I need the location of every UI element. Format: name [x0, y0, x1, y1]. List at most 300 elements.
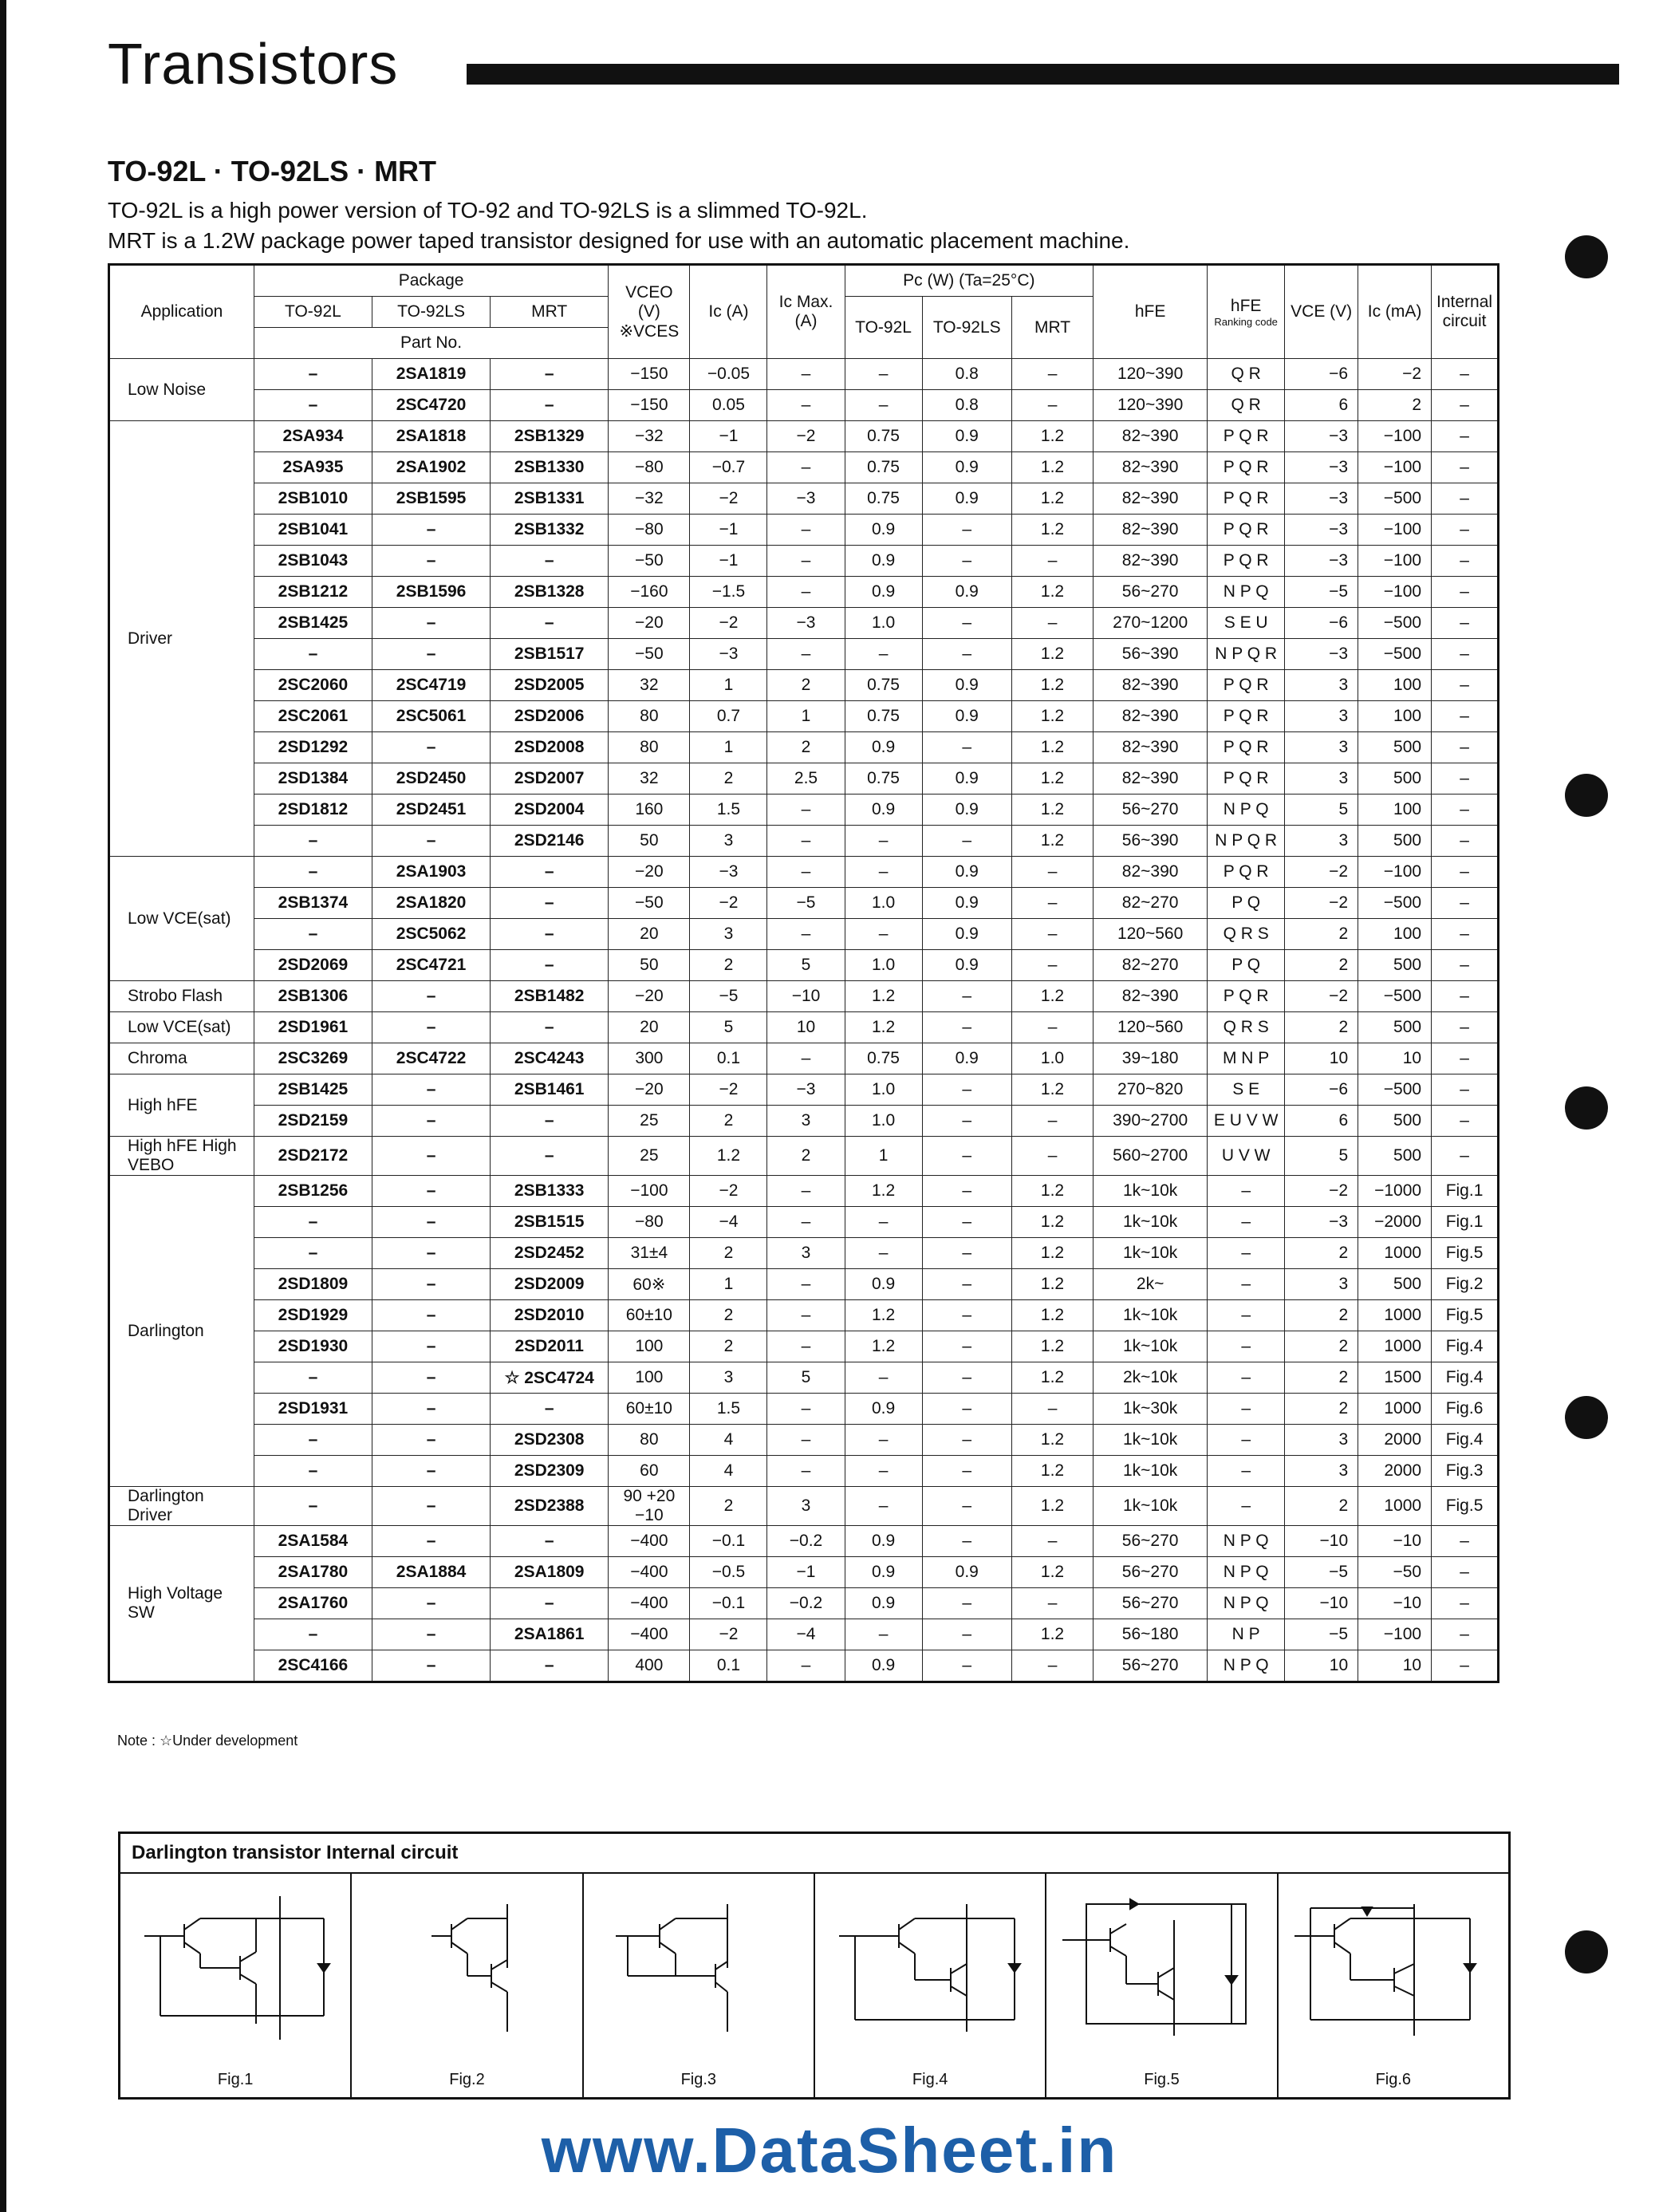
cell-to92l: 2SA1584 [254, 1526, 372, 1557]
table-row [109, 546, 1499, 577]
cell-hfe: 82~390 [1094, 763, 1208, 795]
cell-mrt: 2SD2146 [491, 826, 609, 857]
cell-ic: −1 [690, 421, 767, 452]
cell-hfe: 39~180 [1094, 1043, 1208, 1074]
cell-pc-to92l: 0.9 [845, 515, 922, 546]
cell-hfe-rank: P Q R [1208, 670, 1285, 701]
cell-to92l: – [254, 826, 372, 857]
cell-to92l: 2SC3269 [254, 1043, 372, 1074]
table-row [109, 981, 1499, 1012]
cell-pc-mrt: 1.2 [1011, 577, 1093, 608]
cell-ic-max: −0.2 [767, 1526, 845, 1557]
cell-ic-ma: 1000 [1358, 1331, 1432, 1362]
cell-vce: 6 [1285, 1106, 1358, 1137]
cell-to92ls: – [372, 1619, 491, 1650]
cell-pc-to92ls: – [922, 1176, 1011, 1207]
cell-vceo: 80 [609, 732, 690, 763]
cell-ic-max: – [767, 1456, 845, 1487]
cell-vceo: 80 [609, 1425, 690, 1456]
cell-hfe-rank: E U V W [1208, 1106, 1285, 1137]
cell-vceo: 90 +20 −10 [609, 1487, 690, 1526]
cell-to92ls: – [372, 1269, 491, 1300]
table-row [109, 1176, 1499, 1207]
cell-to92ls: – [372, 639, 491, 670]
cell-to92ls: – [372, 546, 491, 577]
figure-4-label: Fig.4 [912, 2071, 948, 2088]
cell-to92ls: 2SC4720 [372, 390, 491, 421]
col-pc-to92ls: TO-92LS [922, 297, 1011, 359]
table-row [109, 577, 1499, 608]
cell-to92l: 2SB1256 [254, 1176, 372, 1207]
cell-mrt: 2SD2011 [491, 1331, 609, 1362]
cell-hfe: 1k~10k [1094, 1487, 1208, 1526]
cell-vceo: 32 [609, 763, 690, 795]
hfe-rank-label: hFE [1230, 296, 1262, 315]
table-row [109, 359, 1499, 390]
cell-vceo: −400 [609, 1526, 690, 1557]
cell-ic-ma: −100 [1358, 1619, 1432, 1650]
cell-to92ls: – [372, 981, 491, 1012]
col-ic: Ic (A) [690, 265, 767, 359]
cell-pc-to92l: 0.9 [845, 546, 922, 577]
cell-pc-to92l: 0.75 [845, 763, 922, 795]
cell-pc-mrt: – [1011, 359, 1093, 390]
cell-pc-mrt: 1.2 [1011, 483, 1093, 515]
binder-hole [1565, 1086, 1608, 1130]
cell-ic-ma: 500 [1358, 1269, 1432, 1300]
cell-pc-to92ls: – [922, 1300, 1011, 1331]
cell-pc-mrt: – [1011, 888, 1093, 919]
cell-ic-max: 5 [767, 950, 845, 981]
cell-pc-to92ls: 0.9 [922, 919, 1011, 950]
cell-ic-ma: 2 [1358, 390, 1432, 421]
cell-vce: 2 [1285, 919, 1358, 950]
cell-ic-max: – [767, 452, 845, 483]
cell-to92ls: – [372, 826, 491, 857]
cell-internal-circuit: – [1432, 546, 1499, 577]
ranking-code-label: Ranking code [1214, 315, 1278, 328]
cell-vceo: 50 [609, 950, 690, 981]
cell-ic-ma: −2 [1358, 359, 1432, 390]
cell-ic: −0.05 [690, 359, 767, 390]
cell-ic: 2 [690, 1331, 767, 1362]
cell-ic-ma: 2000 [1358, 1456, 1432, 1487]
cell-vceo: 60±10 [609, 1300, 690, 1331]
table-row [109, 515, 1499, 546]
cell-to92ls: – [372, 1331, 491, 1362]
cell-ic-max: – [767, 546, 845, 577]
cell-ic-ma: −10 [1358, 1588, 1432, 1619]
table-row [109, 1300, 1499, 1331]
cell-to92ls: 2SC5062 [372, 919, 491, 950]
cell-ic-max: −5 [767, 888, 845, 919]
cell-ic-ma: −1000 [1358, 1176, 1432, 1207]
cell-pc-mrt: – [1011, 1137, 1093, 1176]
cell-pc-mrt: 1.2 [1011, 1269, 1093, 1300]
cell-vce: −3 [1285, 452, 1358, 483]
cell-hfe-rank: P Q [1208, 888, 1285, 919]
cell-ic: −1 [690, 546, 767, 577]
cell-hfe-rank: P Q [1208, 950, 1285, 981]
cell-internal-circuit: – [1432, 826, 1499, 857]
cell-internal-circuit: – [1432, 1106, 1499, 1137]
cell-internal-circuit: – [1432, 452, 1499, 483]
cell-vceo: 25 [609, 1106, 690, 1137]
cell-hfe-rank: – [1208, 1207, 1285, 1238]
table-row [109, 701, 1499, 732]
col-to92ls: TO-92LS [372, 297, 491, 328]
cell-ic-ma: 2000 [1358, 1425, 1432, 1456]
cell-vce: 10 [1285, 1043, 1358, 1074]
cell-internal-circuit: Fig.5 [1432, 1487, 1499, 1526]
cell-pc-to92ls: – [922, 1106, 1011, 1137]
cell-to92l: 2SD2069 [254, 950, 372, 981]
cell-vce: −10 [1285, 1526, 1358, 1557]
cell-to92ls: – [372, 1106, 491, 1137]
cell-vceo: −80 [609, 452, 690, 483]
cell-to92l: 2SB1425 [254, 608, 372, 639]
cell-pc-mrt: 1.2 [1011, 981, 1093, 1012]
cell-ic: 0.7 [690, 701, 767, 732]
application-cell: Strobo Flash [109, 981, 254, 1012]
table-row [109, 452, 1499, 483]
cell-pc-mrt: – [1011, 1650, 1093, 1682]
cell-internal-circuit: – [1432, 1526, 1499, 1557]
cell-ic-max: 3 [767, 1487, 845, 1526]
cell-hfe-rank: N P Q [1208, 795, 1285, 826]
figure-row [120, 1874, 1508, 2097]
cell-hfe: 82~390 [1094, 483, 1208, 515]
cell-internal-circuit: – [1432, 359, 1499, 390]
cell-ic-ma: −100 [1358, 546, 1432, 577]
cell-pc-mrt: – [1011, 1588, 1093, 1619]
cell-to92l: – [254, 1619, 372, 1650]
cell-pc-mrt: 1.2 [1011, 1074, 1093, 1106]
cell-internal-circuit: – [1432, 483, 1499, 515]
circuit-diagram-fig4 [823, 1888, 1038, 2048]
cell-hfe: 560~2700 [1094, 1137, 1208, 1176]
cell-vce: −2 [1285, 888, 1358, 919]
table-row [109, 639, 1499, 670]
cell-mrt: 2SD2008 [491, 732, 609, 763]
cell-hfe: 82~390 [1094, 546, 1208, 577]
col-package: Package [254, 265, 608, 297]
cell-internal-circuit: – [1432, 390, 1499, 421]
cell-vce: −2 [1285, 857, 1358, 888]
cell-ic: 3 [690, 1362, 767, 1394]
cell-ic: 1 [690, 670, 767, 701]
cell-pc-to92ls: 0.9 [922, 1557, 1011, 1588]
cell-ic-max: – [767, 826, 845, 857]
cell-hfe: 82~390 [1094, 981, 1208, 1012]
cell-internal-circuit: Fig.4 [1432, 1331, 1499, 1362]
cell-pc-to92l: – [845, 919, 922, 950]
figure-5 [1046, 1874, 1278, 2097]
cell-vce: −3 [1285, 515, 1358, 546]
col-hfe-rank [1208, 265, 1285, 359]
cell-internal-circuit: – [1432, 1588, 1499, 1619]
cell-hfe: 82~390 [1094, 732, 1208, 763]
cell-internal-circuit: – [1432, 577, 1499, 608]
application-cell: Darlington [109, 1176, 254, 1487]
cell-hfe: 2k~10k [1094, 1362, 1208, 1394]
figure-3 [584, 1874, 815, 2097]
cell-internal-circuit: Fig.4 [1432, 1425, 1499, 1456]
cell-vce: −6 [1285, 1074, 1358, 1106]
cell-pc-to92ls: – [922, 1456, 1011, 1487]
application-cell: Low Noise [109, 359, 254, 421]
cell-vce: 3 [1285, 763, 1358, 795]
cell-pc-to92ls: – [922, 608, 1011, 639]
cell-pc-to92l: – [845, 390, 922, 421]
cell-ic-ma: −100 [1358, 452, 1432, 483]
cell-vce: −10 [1285, 1588, 1358, 1619]
cell-ic-max: – [767, 1176, 845, 1207]
cell-hfe: 56~270 [1094, 1526, 1208, 1557]
cell-internal-circuit: – [1432, 670, 1499, 701]
cell-ic-ma: −100 [1358, 857, 1432, 888]
cell-hfe: 120~560 [1094, 919, 1208, 950]
cell-pc-to92l: 0.9 [845, 1526, 922, 1557]
cell-internal-circuit: Fig.3 [1432, 1456, 1499, 1487]
cell-ic-max: – [767, 919, 845, 950]
cell-ic-max: 2.5 [767, 763, 845, 795]
cell-ic: 1 [690, 1269, 767, 1300]
cell-ic: −1 [690, 515, 767, 546]
cell-hfe: 390~2700 [1094, 1106, 1208, 1137]
cell-to92ls: 2SA1884 [372, 1557, 491, 1588]
cell-pc-mrt: – [1011, 857, 1093, 888]
cell-mrt: – [491, 608, 609, 639]
cell-pc-to92ls: – [922, 1269, 1011, 1300]
cell-vceo: 20 [609, 919, 690, 950]
cell-mrt: – [491, 1137, 609, 1176]
cell-vce: −3 [1285, 1207, 1358, 1238]
cell-pc-mrt: 1.2 [1011, 1362, 1093, 1394]
cell-pc-to92ls: 0.8 [922, 359, 1011, 390]
cell-hfe-rank: N P Q [1208, 1650, 1285, 1682]
cell-hfe-rank: N P Q [1208, 1526, 1285, 1557]
cell-pc-mrt: – [1011, 1526, 1093, 1557]
cell-internal-circuit: Fig.5 [1432, 1238, 1499, 1269]
cell-to92l: 2SD1961 [254, 1012, 372, 1043]
intro-line-2: MRT is a 1.2W package power taped transistor designed for use with an automatic placement machine. [108, 228, 1130, 253]
col-ic-ma: Ic (mA) [1358, 265, 1432, 359]
table-row [109, 1137, 1499, 1176]
cell-pc-mrt: 1.2 [1011, 639, 1093, 670]
cell-pc-mrt: 1.2 [1011, 732, 1093, 763]
cell-to92l: 2SB1043 [254, 546, 372, 577]
col-internal-circuit: Internal circuit [1432, 265, 1499, 359]
cell-pc-to92ls: – [922, 732, 1011, 763]
col-pc: Pc (W) (Ta=25°C) [845, 265, 1094, 297]
cell-vce: 2 [1285, 1300, 1358, 1331]
cell-ic: 1.5 [690, 795, 767, 826]
cell-ic-max: – [767, 1331, 845, 1362]
cell-vceo: −150 [609, 390, 690, 421]
cell-pc-to92l: 0.9 [845, 1394, 922, 1425]
cell-to92ls: – [372, 1456, 491, 1487]
cell-vceo: −400 [609, 1588, 690, 1619]
cell-pc-to92l: 1.0 [845, 1074, 922, 1106]
cell-to92l: 2SD1812 [254, 795, 372, 826]
cell-ic: −3 [690, 639, 767, 670]
cell-pc-to92ls: – [922, 1619, 1011, 1650]
cell-ic: 4 [690, 1425, 767, 1456]
cell-hfe-rank: – [1208, 1362, 1285, 1394]
cell-mrt: 2SB1332 [491, 515, 609, 546]
cell-to92l: 2SC2061 [254, 701, 372, 732]
cell-ic-max: 1 [767, 701, 845, 732]
cell-ic-max: −3 [767, 483, 845, 515]
cell-internal-circuit: – [1432, 919, 1499, 950]
cell-vceo: −32 [609, 483, 690, 515]
cell-vce: −3 [1285, 421, 1358, 452]
cell-internal-circuit: Fig.5 [1432, 1300, 1499, 1331]
table-row [109, 670, 1499, 701]
cell-vceo: 60±10 [609, 1394, 690, 1425]
table-row [109, 919, 1499, 950]
cell-hfe: 82~390 [1094, 515, 1208, 546]
cell-pc-mrt: 1.2 [1011, 763, 1093, 795]
cell-ic: 0.05 [690, 390, 767, 421]
cell-vce: −3 [1285, 546, 1358, 577]
application-cell: High Voltage SW [109, 1526, 254, 1682]
cell-vceo: −20 [609, 1074, 690, 1106]
cell-hfe-rank: P Q R [1208, 857, 1285, 888]
cell-ic: −0.1 [690, 1588, 767, 1619]
cell-to92ls: – [372, 1650, 491, 1682]
cell-pc-to92l: 0.75 [845, 421, 922, 452]
cell-hfe-rank: Q R S [1208, 1012, 1285, 1043]
cell-hfe: 1k~10k [1094, 1425, 1208, 1456]
cell-to92l: 2SA934 [254, 421, 372, 452]
cell-to92ls: 2SA1818 [372, 421, 491, 452]
binder-hole [1565, 1930, 1608, 1973]
cell-pc-to92ls: 0.9 [922, 421, 1011, 452]
cell-ic-max: −0.2 [767, 1588, 845, 1619]
cell-to92l: – [254, 1362, 372, 1394]
cell-to92l: 2SD1930 [254, 1331, 372, 1362]
cell-pc-to92ls: – [922, 1362, 1011, 1394]
cell-internal-circuit: – [1432, 795, 1499, 826]
table-row [109, 1650, 1499, 1682]
cell-hfe: 56~270 [1094, 1650, 1208, 1682]
cell-pc-to92ls: – [922, 546, 1011, 577]
cell-ic-ma: 100 [1358, 670, 1432, 701]
cell-vce: −6 [1285, 608, 1358, 639]
cell-pc-to92l: 0.75 [845, 483, 922, 515]
cell-to92l: – [254, 1207, 372, 1238]
cell-internal-circuit: Fig.6 [1432, 1394, 1499, 1425]
cell-internal-circuit: – [1432, 1043, 1499, 1074]
table-row [109, 1362, 1499, 1394]
cell-ic-max: 3 [767, 1106, 845, 1137]
cell-ic-max: – [767, 1269, 845, 1300]
cell-ic: 0.1 [690, 1650, 767, 1682]
binder-hole [1565, 235, 1608, 278]
table-row [109, 1238, 1499, 1269]
table-row [109, 390, 1499, 421]
cell-ic: −2 [690, 1619, 767, 1650]
cell-pc-to92ls: – [922, 1331, 1011, 1362]
cell-to92ls: 2SC4722 [372, 1043, 491, 1074]
cell-to92l: 2SD2172 [254, 1137, 372, 1176]
cell-hfe-rank: P Q R [1208, 421, 1285, 452]
table-row [109, 857, 1499, 888]
cell-hfe-rank: P Q R [1208, 732, 1285, 763]
cell-internal-circuit: – [1432, 732, 1499, 763]
cell-pc-to92ls: 0.9 [922, 452, 1011, 483]
cell-vceo: 400 [609, 1650, 690, 1682]
cell-pc-mrt: 1.2 [1011, 1557, 1093, 1588]
cell-vce: 2 [1285, 1362, 1358, 1394]
cell-ic-ma: 100 [1358, 701, 1432, 732]
cell-hfe-rank: – [1208, 1331, 1285, 1362]
cell-pc-mrt: 1.2 [1011, 1238, 1093, 1269]
cell-hfe: 82~390 [1094, 452, 1208, 483]
cell-hfe-rank: P Q R [1208, 981, 1285, 1012]
table-header [109, 265, 1499, 359]
cell-to92ls: 2SD2450 [372, 763, 491, 795]
cell-ic-ma: 500 [1358, 950, 1432, 981]
cell-pc-to92l: 1 [845, 1137, 922, 1176]
cell-pc-to92l: 1.2 [845, 1012, 922, 1043]
cell-ic: 2 [690, 1487, 767, 1526]
table-row [109, 1394, 1499, 1425]
cell-ic-ma: 500 [1358, 1012, 1432, 1043]
col-vce: VCE (V) [1285, 265, 1358, 359]
cell-pc-to92l: – [845, 857, 922, 888]
cell-internal-circuit: – [1432, 608, 1499, 639]
cell-ic: 1 [690, 732, 767, 763]
cell-pc-to92ls: – [922, 826, 1011, 857]
cell-ic-ma: −500 [1358, 483, 1432, 515]
cell-to92l: 2SB1374 [254, 888, 372, 919]
cell-pc-to92l: 1.0 [845, 1106, 922, 1137]
cell-pc-to92l: 0.9 [845, 1650, 922, 1682]
cell-ic-ma: 1000 [1358, 1238, 1432, 1269]
cell-hfe: 120~390 [1094, 390, 1208, 421]
cell-hfe-rank: M N P [1208, 1043, 1285, 1074]
col-mrt: MRT [491, 297, 609, 328]
cell-ic-max: −2 [767, 421, 845, 452]
cell-pc-to92l: 0.9 [845, 577, 922, 608]
cell-hfe-rank: Q R [1208, 359, 1285, 390]
cell-to92ls: – [372, 1137, 491, 1176]
cell-pc-to92l: 1.2 [845, 1331, 922, 1362]
figure-2 [352, 1874, 583, 2097]
cell-hfe: 270~1200 [1094, 608, 1208, 639]
cell-vceo: 32 [609, 670, 690, 701]
cell-to92l: 2SD1384 [254, 763, 372, 795]
cell-hfe-rank: N P Q [1208, 577, 1285, 608]
cell-pc-to92l: 1.2 [845, 1176, 922, 1207]
cell-ic: −2 [690, 483, 767, 515]
cell-to92l: – [254, 359, 372, 390]
cell-ic-max: 2 [767, 1137, 845, 1176]
cell-to92ls: – [372, 1074, 491, 1106]
cell-ic-ma: −500 [1358, 1074, 1432, 1106]
cell-to92ls: 2SA1902 [372, 452, 491, 483]
cell-pc-to92l: 1.0 [845, 608, 922, 639]
cell-hfe-rank: – [1208, 1394, 1285, 1425]
cell-pc-mrt: 1.2 [1011, 515, 1093, 546]
cell-vceo: 100 [609, 1362, 690, 1394]
cell-vceo: 31±4 [609, 1238, 690, 1269]
cell-vce: 2 [1285, 1487, 1358, 1526]
cell-mrt: 2SD2010 [491, 1300, 609, 1331]
